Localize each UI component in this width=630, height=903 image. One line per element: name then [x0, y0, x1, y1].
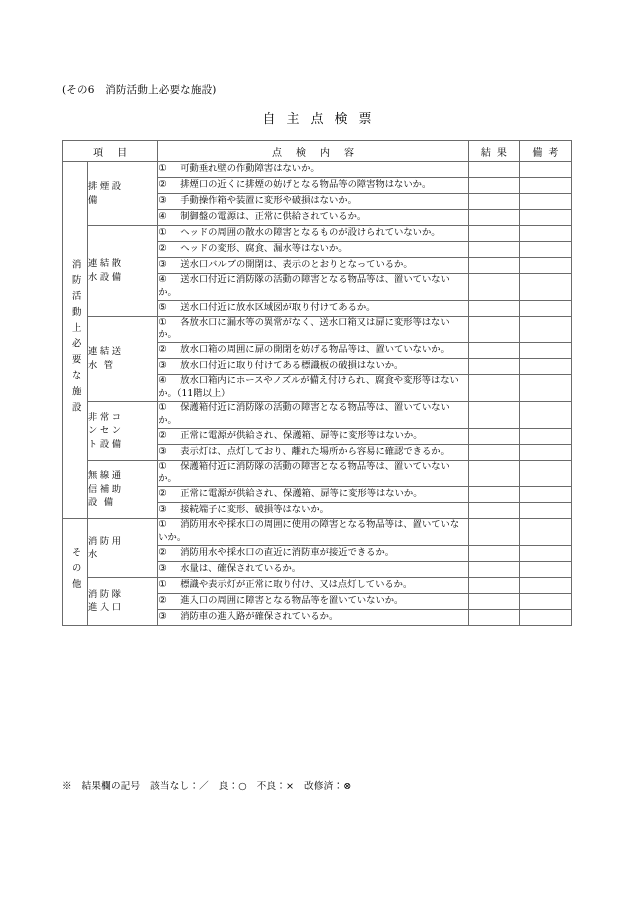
item-description: 制御盤の電源は、正常に供給されているか。 — [180, 211, 367, 223]
inspection-item-text — [158, 561, 469, 577]
item-description: 消防用水や採水口の周囲に使用の障害となる物品等は、置いていないか。 — [158, 519, 460, 544]
remark-input-cell[interactable] — [519, 593, 571, 609]
item-description: 消防車の進入路が確保されているか。 — [180, 611, 339, 623]
section-label-line: 備 — [87, 194, 108, 206]
item-description: 手動操作箱や装置に変形や破損はないか。 — [180, 195, 357, 207]
item-number: ① — [158, 401, 167, 413]
column-header-item: 項目 — [63, 141, 158, 162]
item-description: 放水口付近に取り付けてある標識板の破損はないか。 — [180, 360, 404, 372]
result-input-cell[interactable] — [468, 519, 519, 546]
item-description: 保護箱付近に消防隊の活動の障害となる物品等は、置いていないか。 — [158, 401, 450, 426]
result-input-cell[interactable] — [468, 242, 519, 258]
section-label — [87, 577, 157, 625]
remark-input-cell[interactable] — [519, 487, 571, 503]
item-number: ② — [158, 595, 167, 607]
section-label — [87, 519, 157, 578]
result-input-cell[interactable] — [468, 316, 519, 343]
table-row — [63, 460, 572, 487]
item-description: 排煙口の近くに排煙の妨げとなる物品等の障害物はないか。 — [180, 179, 432, 191]
remark-input-cell[interactable] — [519, 178, 571, 194]
inspection-item-text — [158, 359, 469, 375]
remark-input-cell[interactable] — [519, 242, 571, 258]
remark-input-cell[interactable] — [519, 258, 571, 274]
item-number: ① — [158, 316, 167, 328]
table-row — [63, 226, 572, 242]
item-number: ③ — [158, 259, 167, 271]
remark-input-cell[interactable] — [519, 503, 571, 519]
remark-input-cell[interactable] — [519, 401, 571, 428]
result-input-cell[interactable] — [468, 428, 519, 444]
inspection-item-text — [158, 274, 469, 301]
section-label — [87, 226, 157, 317]
result-input-cell[interactable] — [468, 503, 519, 519]
item-number: ③ — [158, 504, 167, 516]
group-label-1 — [63, 162, 88, 519]
inspection-item-text — [158, 226, 469, 242]
inspection-item-text — [158, 375, 469, 402]
inspection-item-text — [158, 162, 469, 178]
result-input-cell[interactable] — [468, 274, 519, 301]
inspection-item-text — [158, 343, 469, 359]
item-number: ② — [158, 488, 167, 500]
result-input-cell[interactable] — [468, 226, 519, 242]
table-row — [63, 401, 572, 428]
section-label-line: 水管 — [87, 359, 120, 371]
inspection-item-text — [158, 609, 469, 625]
result-input-cell[interactable] — [468, 258, 519, 274]
legend-note: ※ 結果欄の記号 該当なし：／ 良：○ 不良：× 改修済：⊗ — [62, 781, 352, 792]
item-description: 消防用水や採水口の直近に消防車が接近できるか。 — [180, 547, 395, 559]
item-number: ② — [158, 344, 167, 356]
item-number: ① — [158, 519, 167, 531]
result-input-cell[interactable] — [468, 401, 519, 428]
item-number: ③ — [158, 563, 167, 575]
item-description: 可動垂れ壁の作動障害はないか。 — [180, 163, 320, 175]
result-input-cell[interactable] — [468, 545, 519, 561]
table-header-row — [63, 141, 572, 162]
remark-input-cell[interactable] — [519, 561, 571, 577]
inspection-item-text — [158, 300, 469, 316]
remark-input-cell[interactable] — [519, 577, 571, 593]
remark-input-cell[interactable] — [519, 519, 571, 546]
item-number: ① — [158, 163, 167, 175]
item-number: ② — [158, 429, 167, 441]
item-description: 放水口箱の周囲に扉の開閉を妨げる物品等は、置いていないか。 — [180, 344, 450, 356]
remark-input-cell[interactable] — [519, 428, 571, 444]
section-label-line: 非常コ — [87, 411, 124, 423]
inspection-item-text — [158, 593, 469, 609]
table-header — [63, 141, 572, 162]
result-input-cell[interactable] — [468, 178, 519, 194]
remark-input-cell[interactable] — [519, 316, 571, 343]
item-number: ② — [158, 243, 167, 255]
result-input-cell[interactable] — [468, 561, 519, 577]
column-header-content: 点検内容 — [158, 141, 469, 162]
inspection-item-text — [158, 210, 469, 226]
item-number: ③ — [158, 360, 167, 372]
section-label-line: 水 — [87, 549, 108, 561]
section-label — [87, 316, 157, 401]
section-label — [87, 460, 157, 519]
inspection-item-text — [158, 401, 469, 428]
inspection-item-text — [158, 545, 469, 561]
inspection-item-text — [158, 519, 469, 546]
item-number: ② — [158, 547, 167, 559]
section-label-line: 消防隊 — [87, 588, 124, 600]
remark-input-cell[interactable] — [519, 194, 571, 210]
remark-input-cell[interactable] — [519, 226, 571, 242]
remark-input-cell[interactable] — [519, 359, 571, 375]
item-number: ① — [158, 579, 167, 591]
item-number: ④ — [158, 375, 167, 387]
item-number: ③ — [158, 611, 167, 623]
item-description: 各放水口に漏水等の異常がなく、送水口箱又は扉に変形等はないか。 — [158, 316, 450, 341]
inspection-item-text — [158, 178, 469, 194]
group-label-text: 消防活動上必要な施設 — [69, 259, 81, 419]
result-input-cell[interactable] — [468, 343, 519, 359]
result-input-cell[interactable] — [468, 210, 519, 226]
remark-input-cell[interactable] — [519, 343, 571, 359]
remark-input-cell[interactable] — [519, 210, 571, 226]
section-label-line: 連結送 — [87, 346, 124, 358]
remark-input-cell[interactable] — [519, 609, 571, 625]
column-header-remark: 備考 — [519, 141, 571, 162]
item-description: 進入口の周囲に障害となる物品等を置いていないか。 — [180, 595, 404, 607]
section-label-line: 連結散 — [87, 258, 124, 270]
item-description: 水量は、確保されているか。 — [180, 563, 302, 575]
table-row — [63, 162, 572, 178]
item-number: ⑤ — [158, 301, 167, 313]
inspection-item-text — [158, 428, 469, 444]
remark-input-cell[interactable] — [519, 460, 571, 487]
inspection-item-text — [158, 487, 469, 503]
item-description: 放水口箱内にホースやノズルが備え付けられ、腐食や変形等はないか。（11階以上） — [158, 375, 459, 400]
section-label — [87, 401, 157, 460]
remark-input-cell[interactable] — [519, 375, 571, 402]
inspection-table — [62, 140, 572, 626]
item-number: ③ — [158, 445, 167, 457]
section-label-line: 設備 — [87, 497, 120, 509]
result-input-cell[interactable] — [468, 375, 519, 402]
result-input-cell[interactable] — [468, 609, 519, 625]
item-description: 接続端子に変形、破損等はないか。 — [180, 504, 329, 516]
item-description: 送水口バルブの開閉は、表示のとおりとなっているか。 — [180, 259, 413, 271]
table-row — [63, 577, 572, 593]
inspection-item-text — [158, 194, 469, 210]
inspection-item-text — [158, 258, 469, 274]
item-number: ④ — [158, 274, 167, 285]
section-label-line: 無線通 — [87, 470, 124, 482]
section-label-line: 水設備 — [87, 271, 124, 283]
inspection-item-text — [158, 460, 469, 487]
section-label-line: ンセン — [87, 425, 124, 437]
group-label-text: その他 — [69, 546, 81, 595]
remark-input-cell[interactable] — [519, 274, 571, 301]
remark-input-cell[interactable] — [519, 300, 571, 316]
item-description: ヘッドの変形、腐食、漏水等はないか。 — [180, 243, 348, 255]
item-number: ③ — [158, 195, 167, 207]
group-label-2 — [63, 519, 88, 626]
remark-input-cell[interactable] — [519, 162, 571, 178]
item-description: ヘッドの周囲の散水の障害となるものが設けられていないか。 — [180, 227, 441, 239]
section-label-line: 進入口 — [87, 602, 124, 614]
item-number: ① — [158, 460, 167, 472]
result-input-cell[interactable] — [468, 460, 519, 487]
page-title: 自主点検票 — [262, 112, 383, 127]
item-number: ① — [158, 227, 167, 239]
item-number: ④ — [158, 211, 167, 223]
result-input-cell[interactable] — [468, 577, 519, 593]
result-input-cell[interactable] — [468, 487, 519, 503]
document-subtitle: (その6 消防活動上必要な施設) — [62, 84, 217, 96]
section-label-line: 消防用 — [87, 535, 124, 547]
item-description: 送水口付近に放水区域図が取り付けてあるか。 — [180, 301, 376, 313]
section-label-line: 排煙設 — [87, 181, 124, 193]
item-description: 正常に電源が供給され、保護箱、扉等に変形等はないか。 — [180, 488, 423, 500]
inspection-item-text — [158, 316, 469, 343]
result-input-cell[interactable] — [468, 359, 519, 375]
inspection-item-text — [158, 577, 469, 593]
table-row — [63, 519, 572, 546]
result-input-cell[interactable] — [468, 300, 519, 316]
item-description: 保護箱付近に消防隊の活動の障害となる物品等は、置いていないか。 — [158, 460, 450, 485]
item-description: 標識や表示灯が正常に取り付け、又は点灯しているか。 — [180, 579, 413, 591]
remark-input-cell[interactable] — [519, 545, 571, 561]
inspection-item-text — [158, 503, 469, 519]
remark-input-cell[interactable] — [519, 444, 571, 460]
section-label-line: 信補助 — [87, 483, 124, 495]
inspection-item-text — [158, 242, 469, 258]
result-input-cell[interactable] — [468, 444, 519, 460]
result-input-cell[interactable] — [468, 593, 519, 609]
item-description: 正常に電源が供給され、保護箱、扉等に変形等はないか。 — [180, 429, 423, 441]
item-description: 表示灯は、点灯しており、離れた場所から容易に確認できるか。 — [180, 445, 450, 457]
item-number: ② — [158, 179, 167, 191]
result-input-cell[interactable] — [468, 162, 519, 178]
item-description: 送水口付近に消防隊の活動の障害となる物品等は、置いていないか。 — [158, 274, 450, 298]
column-header-result: 結果 — [468, 141, 519, 162]
table-body — [63, 162, 572, 626]
section-label-line: ト設備 — [87, 438, 124, 450]
inspection-item-text — [158, 444, 469, 460]
result-input-cell[interactable] — [468, 194, 519, 210]
table-row — [63, 316, 572, 343]
section-label — [87, 162, 157, 226]
